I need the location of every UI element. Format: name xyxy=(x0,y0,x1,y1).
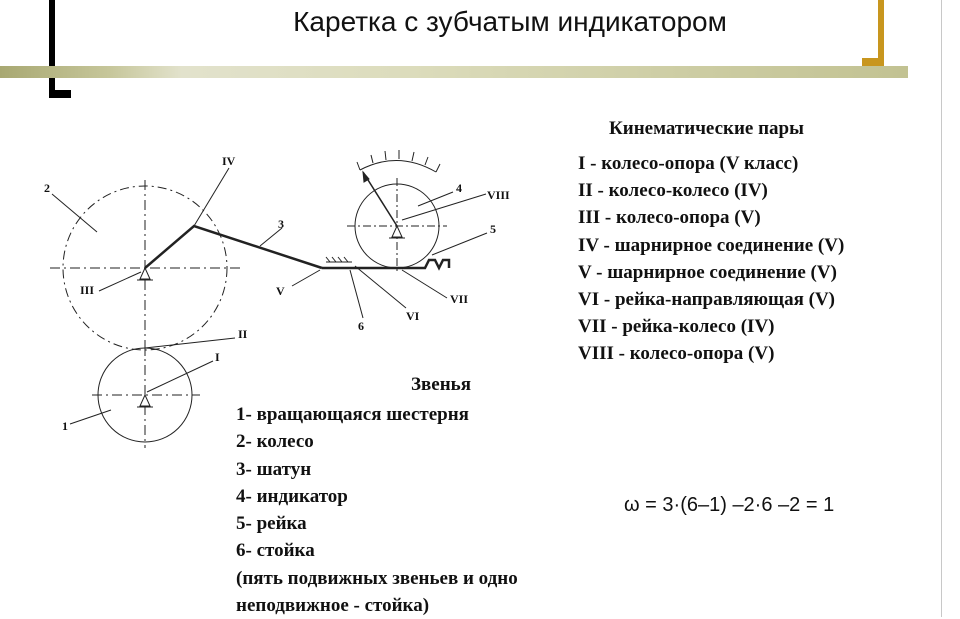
label-III: III xyxy=(80,283,95,297)
connecting-rod-3 xyxy=(145,226,322,268)
label-V: V xyxy=(276,284,285,298)
pair-item: VI - рейка-направляющая (V) xyxy=(578,289,836,311)
scale-tick xyxy=(357,162,360,170)
leader-I xyxy=(147,361,213,392)
scale-tick xyxy=(425,157,428,165)
label-I: I xyxy=(215,350,220,364)
slide-title: Каретка с зубчатым индикатором xyxy=(293,6,727,37)
pair-item: I - колесо-опора (V класс) xyxy=(578,153,799,174)
pair-item: V - шарнирное соединение (V) xyxy=(578,261,837,283)
leader-VII xyxy=(402,270,447,298)
leader-VIII xyxy=(402,194,486,220)
link-item: 1- вращающаяся шестерня xyxy=(236,404,469,425)
pair-item: VIII - колесо-опора (V) xyxy=(578,343,775,365)
hatch-line xyxy=(344,257,348,262)
link-item: 3- шатун xyxy=(236,458,312,480)
link-item: 4- индикатор xyxy=(236,485,348,507)
label-1: 1 xyxy=(62,419,68,433)
scale-tick xyxy=(371,155,373,163)
label-4: 4 xyxy=(456,181,462,195)
kinematic-pairs-heading: Кинематические пары xyxy=(609,118,804,139)
leader-6 xyxy=(350,270,363,318)
indicator-scale xyxy=(360,160,436,172)
mobility-formula: ω = 3·(6–1) –2·6 –2 = 1 xyxy=(624,494,835,516)
scale-tick xyxy=(385,151,386,160)
leader-5 xyxy=(432,233,487,255)
link-item: 2- колесо xyxy=(236,431,314,453)
leader-III xyxy=(99,272,141,291)
label-6: 6 xyxy=(358,319,364,333)
pivot-VIII xyxy=(392,226,402,237)
leader-II xyxy=(145,338,235,348)
leader-IV xyxy=(194,168,229,226)
links-heading: Звенья xyxy=(411,374,471,395)
pair-item: III - колесо-опора (V) xyxy=(578,207,761,229)
pivot-III xyxy=(140,268,150,279)
leader-V xyxy=(292,270,320,286)
hatch-line xyxy=(332,257,336,262)
leader-2 xyxy=(52,194,97,232)
pair-item: IV - шарнирное соединение (V) xyxy=(578,234,845,256)
label-3: 3 xyxy=(278,217,284,231)
scale-tick xyxy=(436,164,440,172)
pivot-I xyxy=(140,395,150,406)
label-II: II xyxy=(238,327,248,341)
link-item: (пять подвижных звеньев и одно xyxy=(236,567,518,589)
label-VI: VI xyxy=(406,309,420,323)
links-list xyxy=(236,401,518,619)
scale-tick xyxy=(412,152,414,161)
kinematic-pairs-list xyxy=(578,150,844,368)
hatch-line xyxy=(326,257,330,262)
hatch-line xyxy=(338,257,342,262)
leader-VI xyxy=(355,266,406,308)
pair-item: II - колесо-колесо (IV) xyxy=(578,180,768,202)
leader-4 xyxy=(418,192,453,206)
leader-1 xyxy=(70,410,111,424)
link-item: неподвижное - стойка) xyxy=(236,595,430,617)
link-item: 5- рейка xyxy=(236,513,307,535)
label-2: 2 xyxy=(44,181,50,195)
pair-item: VII - рейка-колесо (IV) xyxy=(578,316,775,338)
label-VII: VII xyxy=(450,292,469,306)
label-VIII: VIII xyxy=(487,188,510,202)
label-IV: IV xyxy=(222,154,236,168)
link-item: 6- стойка xyxy=(236,540,315,562)
label-5: 5 xyxy=(490,222,496,236)
